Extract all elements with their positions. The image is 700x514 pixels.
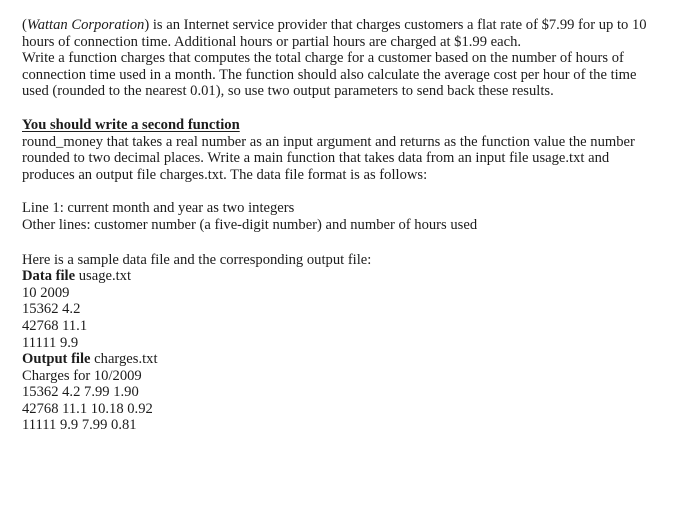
format-line-1: Line 1: current month and year as two integers [22,200,295,217]
intro-line-1 [22,17,694,34]
open-paren: ( [22,17,27,33]
output-file-heading [22,351,694,368]
company-name: Wattan Corporation [26,17,145,33]
spacer [22,183,694,200]
intro-line-1-text: ) is an Internet service provider that charges customers a flat rate of $7.99 for up to 10 [144,17,647,33]
intro-line-3: Write a function charges that computes the total charge for a customer based on the number of hours of [22,50,624,67]
intro-line-2: hours of connection time. Additional hours or partial hours are charged at $1.99 each. [22,33,522,50]
data-file-line: 15362 4.2 [22,301,81,318]
output-file-name: charges.txt [90,351,158,368]
sample-intro: Here is a sample data file and the corresponding output file: [22,251,372,268]
spacer [22,100,694,117]
second-function-line-1: round_money that takes a real number as an input argument and returns as the function value the number [22,133,635,150]
intro-line-4: connection time used in a month. The function should also calculate the average cost per hour of the time [22,66,637,83]
output-file-line: 15362 4.2 7.99 1.90 [22,384,139,401]
data-file-label: Data file [22,268,76,285]
data-file-heading [22,268,694,285]
output-file-label: Output file [22,351,91,368]
data-file-line: 42768 11.1 [22,317,88,334]
second-function-line-3: produces an output file charges.txt. The data file format is as follows: [22,166,428,183]
spacer [22,234,694,252]
output-file-line: 42768 11.1 10.18 0.92 [22,400,153,417]
output-file-line: Charges for 10/2009 [22,367,142,384]
data-file-line: 11111 9.9 [22,334,79,351]
second-function-line-2: rounded to two decimal places. Write a main function that takes data from an input file usage.txt and [22,150,610,167]
second-function-heading: You should write a second function [22,116,240,133]
intro-line-5: used (rounded to the nearest 0.01), so use two output parameters to send back these results. [22,83,554,100]
problem-statement [22,17,694,434]
data-file-line: 10 2009 [22,284,70,301]
data-file-name: usage.txt [75,268,132,285]
output-file-line: 11111 9.9 7.99 0.81 [22,417,137,434]
format-line-2: Other lines: customer number (a five-digit number) and number of hours used [22,216,478,233]
